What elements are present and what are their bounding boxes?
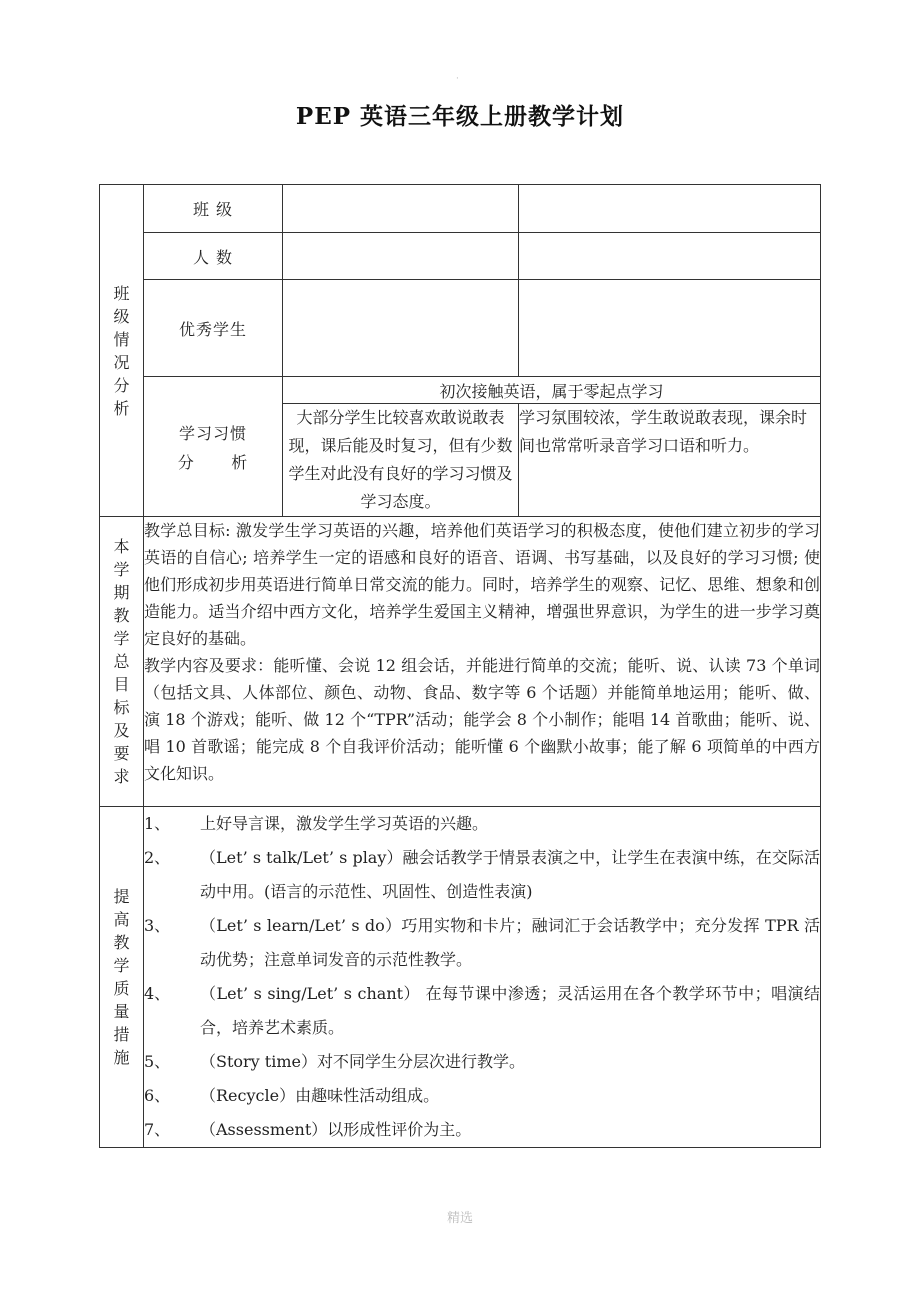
measures-content	[144, 807, 821, 1148]
excellent-students-value-2[interactable]	[519, 280, 821, 377]
habit-right-text: 学习氛围较浓，学生敢说敢表现，课余时间也常常听录音学习口语和听力。	[519, 404, 821, 517]
header-dot: ·	[456, 74, 459, 84]
label-char: 目	[113, 675, 130, 694]
goals-paragraph-2: 教学内容及要求：能听懂、会说 12 组会话，并能进行简单的交流；能听、说、认读 73 个单词（包括文具、人体部位、颜色、动物、食品、数字等 6 个话题）并能简单地运用；能听、做、演 18 个游戏；能听、做 12 个“TPR”活动；能学会 8 个小制作；能唱 14 首歌曲；能听、说、唱 10 首歌谣；能完成 8 个自我评价活动；能听懂 6 个幽默小故事；能了解 6 项简单的中西方文化知识。	[144, 656, 820, 783]
measure-item	[144, 977, 820, 1045]
measure-number: 6、	[144, 1086, 171, 1105]
excellent-students-label: 优秀学生	[144, 280, 283, 377]
class-value-1[interactable]	[283, 185, 519, 233]
class-value-2[interactable]	[519, 185, 821, 233]
measure-item	[144, 1045, 820, 1079]
goals-label	[100, 517, 144, 807]
student-count-label: 人 数	[144, 233, 283, 280]
measure-item	[144, 1113, 820, 1147]
label-char: 情	[113, 329, 130, 349]
class-label: 班 级	[144, 185, 283, 233]
measure-item	[144, 807, 820, 841]
measure-text: 上好导言课，激发学生学习英语的兴趣。	[200, 814, 489, 833]
excellent-students-value-1[interactable]	[283, 280, 519, 377]
goals-paragraph-1: 教学总目标: 激发学生学习英语的兴趣，培养他们英语学习的积极态度，使他们建立初步的学习英语的自信心; 培养学生一定的语感和良好的语音、语调、书写基础，以及良好的学习习惯; 使他们形成初步用英语进行简单日常交流的能力。同时，培养学生的观察、记忆、思维、想象和创造能力。适当介绍中西方文化，培养学生爱国主义精神，增强世界意识，为学生的进一步学习奠定良好的基础。	[144, 521, 820, 648]
measure-text: （Let’ s sing/Let’ s chant） 在每节课中渗透；灵活运用在各个教学环节中；唱演结合，培养艺术素质。	[200, 984, 820, 1037]
habit-left-text: 大部分学生比较喜欢敢说敢表现，课后能及时复习，但有少数学生对此没有良好的学习习惯及学习态度。	[283, 404, 519, 517]
label-char: 及	[113, 721, 130, 740]
label-char: 级	[113, 306, 130, 326]
label-char: 要	[113, 744, 130, 763]
measure-text: （Let’ s learn/Let’ s do）巧用实物和卡片；融词汇于会话教学中；充分发挥 TPR 活动优势；注意单词发音的示范性教学。	[200, 916, 820, 969]
habit-analysis-label	[144, 377, 283, 517]
measure-item	[144, 909, 820, 977]
measure-text: （Assessment）以形成性评价为主。	[200, 1120, 472, 1139]
measure-number: 7、	[144, 1120, 171, 1139]
label-char: 高	[113, 910, 130, 929]
label-char: 班	[113, 283, 130, 303]
teaching-plan-table	[99, 184, 821, 1148]
label-char: 教	[113, 606, 130, 625]
label-char: 学	[113, 629, 130, 648]
label-char: 分	[113, 375, 130, 395]
label-char: 本	[113, 537, 130, 556]
label-char: 措	[113, 1025, 130, 1044]
measure-number: 1、	[144, 814, 171, 833]
measure-text: （Recycle）由趣味性活动组成。	[200, 1086, 440, 1105]
label-char: 教	[113, 933, 130, 952]
measure-text: （Story time）对不同学生分层次进行教学。	[200, 1052, 525, 1071]
student-count-value-2[interactable]	[519, 233, 821, 280]
label-char: 质	[113, 979, 130, 998]
measure-number: 2、	[144, 848, 171, 867]
page-title: PEP 英语三年级上册教学计划	[295, 103, 625, 130]
measure-text: （Let’ s talk/Let’ s play）融会话教学于情景表演之中，让学生在表演中练，在交际活动中用。(语言的示范性、巩固性、创造性表演)	[200, 848, 820, 901]
footer-label: 精选	[446, 1211, 473, 1226]
habit-label-line2: 分 析	[177, 452, 249, 472]
label-char: 析	[113, 398, 130, 418]
label-char: 标	[113, 698, 130, 717]
label-char: 期	[113, 583, 130, 602]
label-char: 学	[113, 956, 130, 975]
habit-header: 初次接触英语，属于零起点学习	[283, 377, 821, 404]
measure-number: 4、	[144, 984, 171, 1003]
label-char: 求	[113, 767, 130, 786]
label-char: 学	[113, 560, 130, 579]
measure-item	[144, 1079, 820, 1113]
label-char: 况	[113, 352, 130, 372]
measures-label	[100, 807, 144, 1148]
habit-label-line1: 学习习惯	[178, 423, 247, 443]
goals-content	[144, 517, 821, 807]
measure-item	[144, 841, 820, 909]
measure-number: 3、	[144, 916, 171, 935]
label-char: 提	[113, 887, 130, 906]
label-char: 总	[113, 652, 130, 671]
measure-number: 5、	[144, 1052, 171, 1071]
label-char: 施	[113, 1048, 130, 1067]
student-count-value-1[interactable]	[283, 233, 519, 280]
label-char: 量	[113, 1002, 130, 1021]
class-analysis-label	[100, 185, 144, 517]
